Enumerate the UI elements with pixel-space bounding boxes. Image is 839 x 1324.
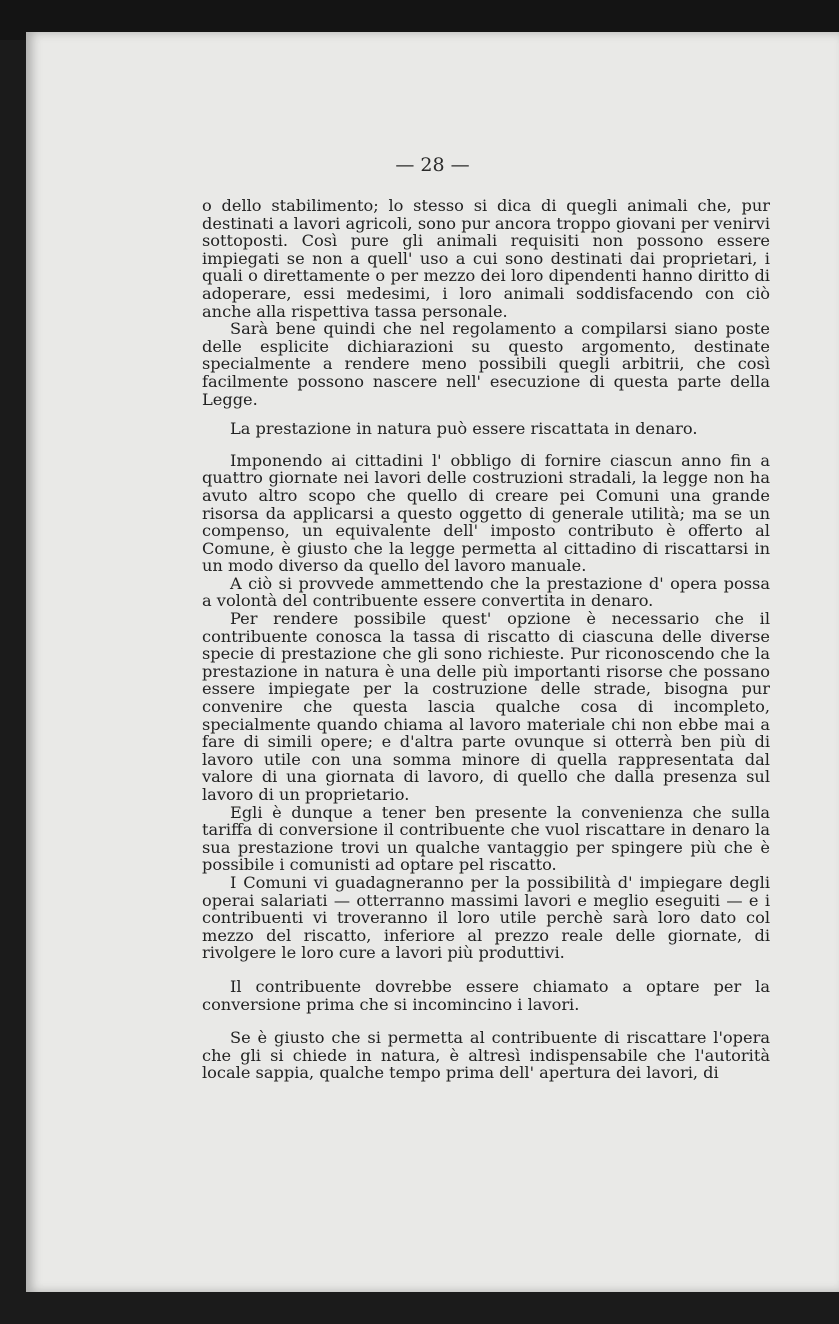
paragraph: Imponendo ai cittadini l' obbligo di fornire ciascun anno fin a quattro giornate nei lavori delle costruzioni stradali, la legge non ha avuto altro scopo che quello di creare pei Comuni una grande risorsa da applicarsi a questo oggetto di generale utilità; ma se un compenso, un equivalente dell' imposto contributo è offerto al Comune, è giusto che la legge permetta al cittadino di riscattarsi in un modo diverso da quello del lavoro manuale. (202, 450, 770, 576)
page-number: — 28 — (395, 154, 470, 176)
paragraph: o dello stabilimento; lo stesso si dica di quegli animali che, pur destinati a lavori agricoli, sono pur ancora troppo giovani per venirvi sottoposti. Così pure gli animali requisiti non possono essere impiegati se non a quell' uso a cui sono destinati dai proprietari, i quali o direttamente o per mezzo dei loro dipendenti hanno diritto di adoperare, essi medesimi, i loro animali soddisfacendo con ciò anche alla rispettiva tassa personale. (202, 196, 770, 321)
paragraph: Se è giusto che si permetta al contribuente di riscattare l'opera che gli si chiede in natura, è altresì indispensabile che l'autorità locale sappia, qualche tempo prima dell' apertura dei lavori, di (202, 1028, 770, 1083)
section-heading: Il contribuente dovrebbe essere chiamato a optare per la conversione prima che si incomincino i lavori. (202, 976, 770, 1014)
paragraph: Sarà bene quindi che nel regolamento a compilarsi siano poste delle esplicite dichiarazioni su questo argomento, destinate specialmente a rendere meno possibili quegli arbitrii, che così facilmente possono nascere nell' esecuzione di questa parte della Legge. (202, 319, 770, 409)
paragraph: Egli è dunque a tener ben presente la convenienza che sulla tariffa di conversione il contribuente che vuol riscattare in denaro la sua prestazione trovi un qualche vantaggio per spingere più che è possibile i comunisti ad optare pel riscatto. (202, 802, 770, 875)
paragraph: Per rendere possibile quest' opzione è necessario che il contribuente conosca la tassa di riscatto di ciascuna delle diverse specie di prestazione che gli sono richieste. Pur riconoscendo che la prestazione in natura è una delle più importanti risorse che possano essere impiegate per la costruzione delle strade, bisogna pur convenire che questa lascia qualche cosa di incompleto, specialmente quando chiama al lavoro materiale chi non ebbe mai a fare di simili opere; e d'altra parte ovunque si otterrà ben più di lavoro utile con una somma minore di quella rappresentata dal valore di una giornata di lavoro, di quello che dalla presenza sul lavoro di un proprietario. (202, 609, 770, 804)
page-body (202, 197, 770, 1082)
paragraph: I Comuni vi guadagneranno per la possibilità d' impiegare degli operai salariati — otterranno massimi lavori e meglio eseguiti — e i contribuenti vi troveranno il loro utile perchè sarà loro dato col mezzo del riscatto, inferiore al prezzo reale delle giornate, di rivolgere le loro cure a lavori più produttivi. (202, 872, 770, 963)
document-page (26, 32, 839, 1292)
paragraph: A ciò si provvede ammettendo che la prestazione d' opera possa a volontà del contribuente essere convertita in denaro. (202, 573, 770, 611)
section-heading: La prestazione in natura può essere riscattata in denaro. (230, 419, 698, 439)
